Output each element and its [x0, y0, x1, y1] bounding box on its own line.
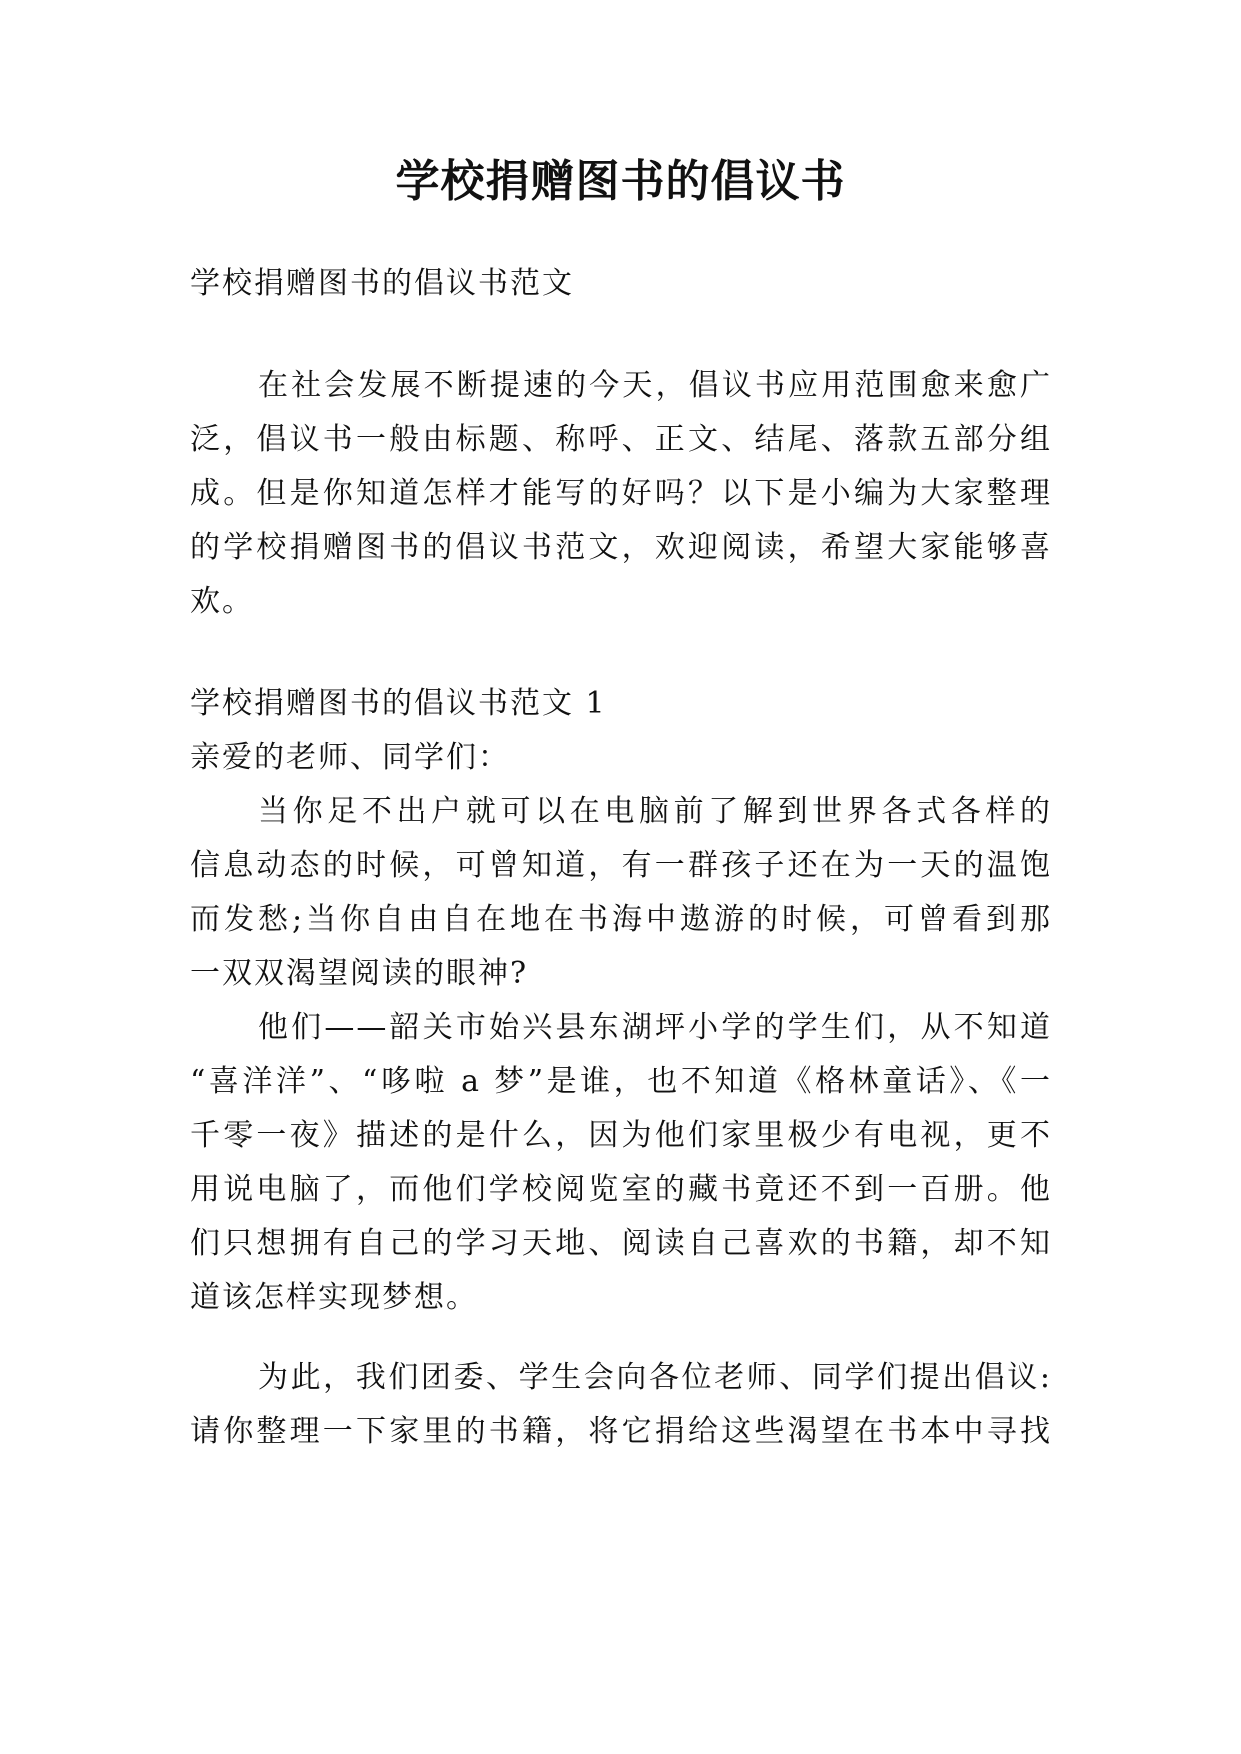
paragraph2-line: 用说电脑了，而他们学校阅览室的藏书竟还不到一百册。他 — [190, 1172, 1052, 1207]
intro-line: 成。但是你知道怎样才能写的好吗？以下是小编为大家整理 — [190, 476, 1052, 511]
document-subtitle: 学校捐赠图书的倡议书范文 — [190, 266, 574, 301]
paragraph1-line: 而发愁;当你自由自在地在书海中遨游的时候，可曾看到那 — [190, 902, 1052, 937]
intro-line: 欢。 — [190, 584, 254, 619]
intro-line: 泛，倡议书一般由标题、称呼、正文、结尾、落款五部分组 — [190, 422, 1052, 457]
paragraph2-line: 道该怎样实现梦想。 — [190, 1280, 478, 1315]
paragraph3-line: 请你整理一下家里的书籍，将它捐给这些渴望在书本中寻找 — [190, 1414, 1052, 1449]
page-title: 学校捐赠图书的倡议书 — [395, 156, 846, 207]
paragraph2-line: 他们——韶关市始兴县东湖坪小学的学生们，从不知道 — [258, 1010, 1052, 1045]
intro-line: 的学校捐赠图书的倡议书范文，欢迎阅读，希望大家能够喜 — [190, 530, 1052, 565]
paragraph1-line: 当你足不出户就可以在电脑前了解到世界各式各样的 — [258, 794, 1052, 829]
section-heading: 学校捐赠图书的倡议书范文 1 — [190, 686, 607, 721]
paragraph2-line: “喜洋洋”、“哆啦 a 梦”是谁，也不知道《格林童话》、《一 — [190, 1064, 1052, 1099]
paragraph3-line: 为此，我们团委、学生会向各位老师、同学们提出倡议: — [258, 1360, 1052, 1395]
paragraph2-line: 们只想拥有自己的学习天地、阅读自己喜欢的书籍，却不知 — [190, 1226, 1052, 1261]
paragraph1-line: 一双双渴望阅读的眼神? — [190, 956, 529, 991]
salutation: 亲爱的老师、同学们： — [190, 740, 510, 775]
paragraph1-line: 信息动态的时候，可曾知道，有一群孩子还在为一天的温饱 — [190, 848, 1052, 883]
paragraph2-line: 千零一夜》描述的是什么，因为他们家里极少有电视，更不 — [190, 1118, 1052, 1153]
intro-line: 在社会发展不断提速的今天，倡议书应用范围愈来愈广 — [258, 368, 1052, 403]
